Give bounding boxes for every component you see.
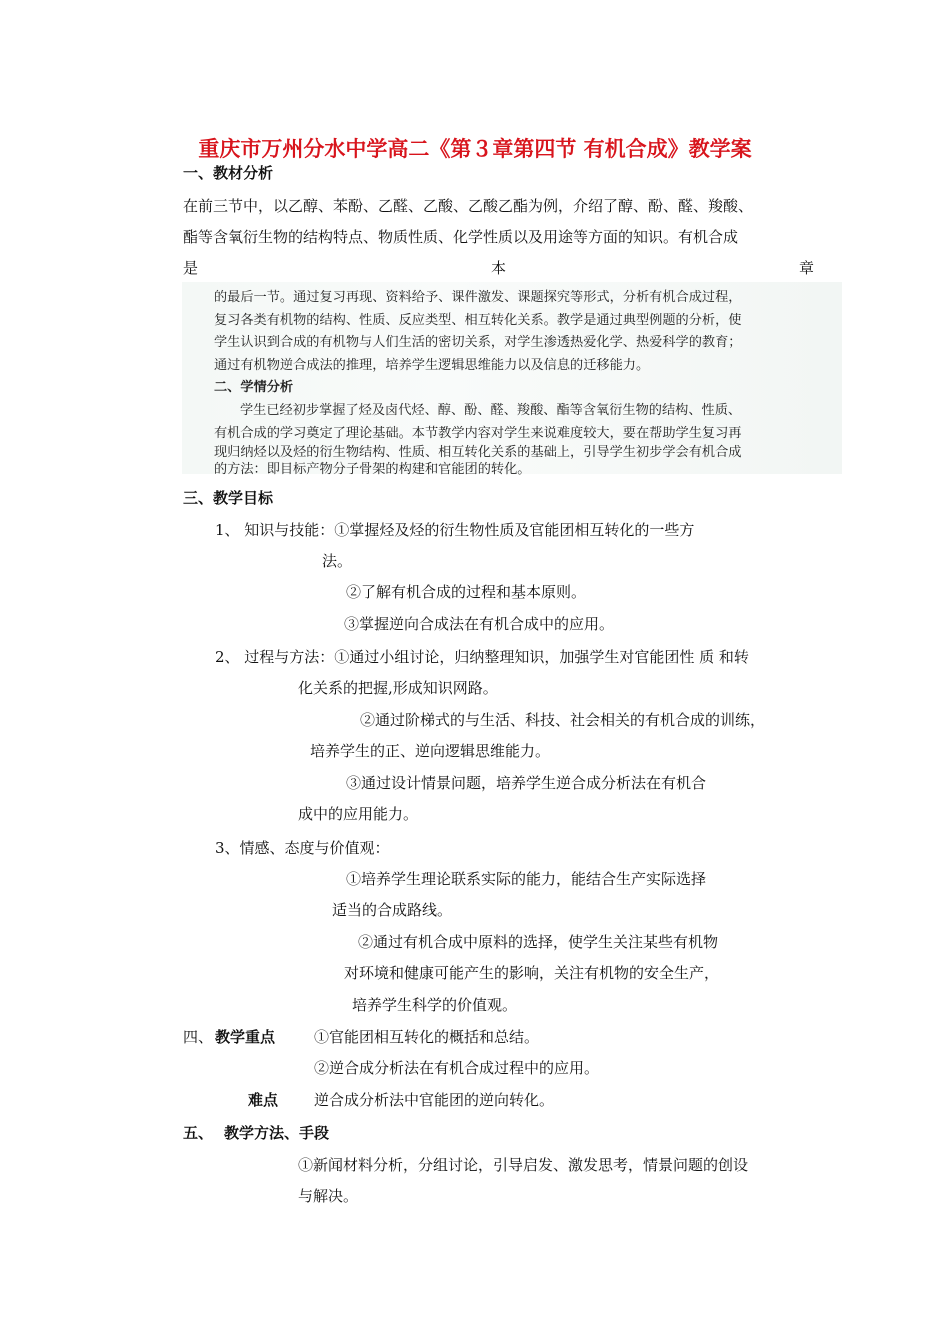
goal-line: 对环境和健康可能产生的影响，关注有机物的安全生产， (344, 964, 720, 982)
scan-line: 复习各类有机物的结构、性质、反应类型、相互转化关系。教学是通过典型例题的分析，使 (214, 313, 742, 328)
goal-line: ①培养学生理论联系实际的能力，能结合生产实际选择 (346, 870, 707, 888)
goal-line: ②了解有机合成的过程和基本原则。 (346, 583, 587, 601)
goal-line: 培养学生科学的价值观。 (352, 996, 518, 1014)
section1-heading: 一、教材分析 (183, 164, 274, 182)
goal-line: ③掌握逆向合成法在有机合成中的应用。 (344, 615, 615, 633)
section4-number: 四、 (183, 1028, 214, 1046)
goal-line: 法。 (322, 552, 353, 570)
section1-para-line: 酯等含氧衍生物的结构特点、物质性质、化学性质以及用途等方面的知识。有机合成 (183, 228, 739, 246)
scan-line: 通过有机物逆合成法的推理，培养学生逻辑思维能力以及信息的迁移能力。 (214, 358, 650, 373)
difficulty-label: 难点 (248, 1091, 279, 1109)
section1-para-line: 在前三节中，以乙醇、苯酚、乙醛、乙酸、乙酸乙酯为例，介绍了醇、酚、醛、羧酸、 (183, 197, 754, 215)
scanned-text-image (182, 282, 842, 477)
section1-justified-line (183, 258, 813, 278)
justified-char: 是 (183, 259, 199, 277)
goal-line: 3、情感、态度与价值观： (215, 839, 390, 857)
justified-char: 章 (799, 259, 815, 277)
goal-line: ②通过阶梯式的与生活、科技、社会相关的有机合成的训练， (360, 711, 766, 729)
scan-line: 的最后一节。通过复习再现、资料给予、课件激发、课题探究等形式，分析有机合成过程， (214, 290, 742, 305)
scan-line: 学生已经初步掌握了烃及卤代烃、醇、酚、醛、羧酸、酯等含氧衍生物的结构、性质、 (240, 403, 742, 418)
section3-heading: 三、教学目标 (183, 489, 274, 507)
scan-line: 的方法：即目标产物分子骨架的构建和官能团的转化。 (214, 462, 531, 477)
section5-heading: 教学方法、手段 (224, 1124, 330, 1142)
scan-line: 学生认识到合成的有机物与人们生活的密切关系，对学生渗透热爱化学、热爱科学的教育； (214, 335, 742, 350)
method-line: ①新闻材料分析，分组讨论，引导启发、激发思考，情景问题的创设 (298, 1156, 749, 1174)
justified-char: 本 (491, 259, 507, 277)
section5-number: 五、 (183, 1124, 214, 1142)
scan-line: 现归纳烃以及烃的衍生物结构、性质、相互转化关系的基础上，引导学生初步学会有机合成 (214, 445, 742, 460)
goal-line: 适当的合成路线。 (332, 901, 453, 919)
key-point-line: ①官能团相互转化的概括和总结。 (314, 1028, 540, 1046)
key-point-line: ②逆合成分析法在有机合成过程中的应用。 (314, 1059, 600, 1077)
goal-line: 2、 过程与方法：①通过小组讨论，归纳整理知识，加强学生对官能团性 质 和转 (215, 648, 749, 666)
goal-line: 化关系的把握,形成知识网路。 (298, 679, 498, 697)
goal-line: 成中的应用能力。 (298, 805, 419, 823)
document-title: 重庆市万州分水中学高二《第３章第四节 有机合成》教学案 (198, 137, 752, 161)
section2-heading: 二、学情分析 (214, 380, 294, 395)
goal-line: ③通过设计情景问题，培养学生逆合成分析法在有机合 (346, 774, 707, 792)
goal-line: 1、 知识与技能：①掌握烃及烃的衍生物性质及官能团相互转化的一些方 (215, 521, 695, 539)
scan-line: 有机合成的学习奠定了理论基础。本节教学内容对学生来说难度较大，要在帮助学生复习再 (214, 426, 742, 441)
goal-line: 培养学生的正、逆向逻辑思维能力。 (310, 742, 551, 760)
method-line: 与解决。 (298, 1187, 359, 1205)
goal-line: ②通过有机合成中原料的选择，使学生关注某些有机物 (358, 933, 719, 951)
section4-heading: 教学重点 (215, 1028, 276, 1046)
difficulty-line: 逆合成分析法中官能团的逆向转化。 (314, 1091, 555, 1109)
